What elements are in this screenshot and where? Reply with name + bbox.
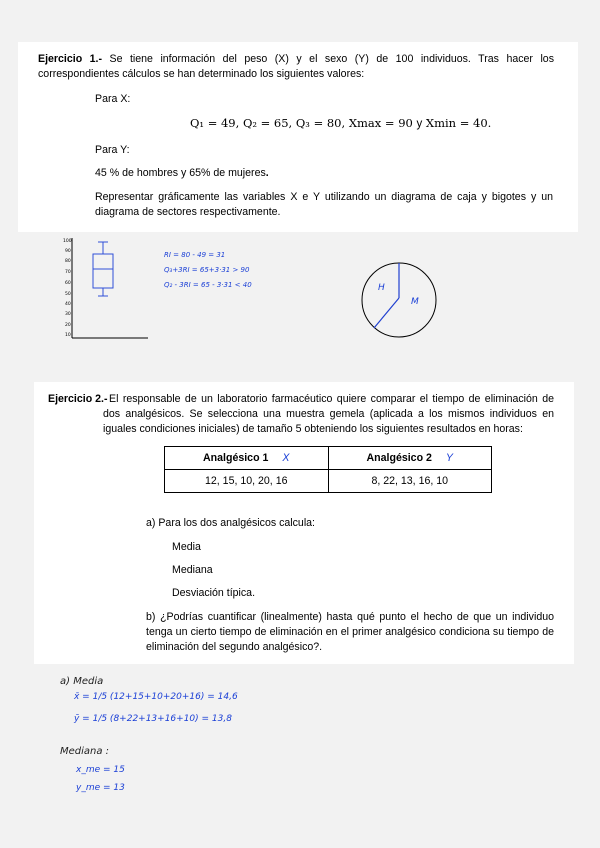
para-y-label: Para Y: [95, 144, 130, 156]
pie-divider-bottom [374, 298, 399, 328]
item-mediana: Mediana [172, 564, 213, 576]
notes-xbar: x̄ = 1/5 (12+15+10+20+16) = 14,6 [74, 692, 238, 702]
tick-70: 70 [65, 270, 71, 275]
tick-80: 80 [65, 259, 71, 264]
part-b: b) ¿Podrías cuantificar (linealmente) hasta qué punto el hecho de que un individuo tenga un cierto tiempo de eliminación en el primer analgésico condiciona su tiempo de eliminación del segundo analgésico?. [146, 611, 554, 653]
pie-sketch [358, 256, 440, 346]
tick-40: 40 [65, 302, 71, 307]
col1-mark: X [282, 452, 290, 464]
tick-10: 10 [65, 333, 71, 338]
pie-label-men: H [378, 283, 385, 293]
table-header-2: Analgésico 2 Y [328, 447, 492, 470]
pie-label-women: M [411, 297, 419, 307]
notes-media-title: a) Media [60, 676, 104, 687]
item-desviacion: Desviación típica. [172, 587, 256, 599]
table-header-1: Analgésico 1 X [165, 447, 329, 470]
part-a: a) Para los dos analgésicos calcula: [146, 517, 316, 529]
notes-yme: y_me = 13 [76, 783, 125, 793]
exercise-2-intro: El responsable de un laboratorio farmacéutico quiere comparar el tiempo de eliminación de dos analgésicos. Se selecciona una muestra gemela (aplicada a los mismos individuos en iguales condiciones iniciales) de tamaño 5 obteniendo los siguientes resultados en horas: [103, 393, 554, 435]
tick-60: 60 [65, 281, 71, 286]
exercise-1-task: Representar gráficamente las variables X e Y utilizando un diagrama de caja y bigotes y un diagrama de sectores respectivamente. [95, 191, 553, 218]
notes-mediana-title: Mediana : [60, 746, 110, 757]
exercise-1-intro: Ejercicio 1.- Se tiene información del peso (X) y el sexo (Y) de 100 individuos. Tras hacer los correspondientes cálculos se han determinado los siguientes valores: [38, 53, 554, 80]
tick-90: 90 [65, 249, 71, 254]
tick-50: 50 [65, 292, 71, 297]
tick-100: 100 [63, 239, 72, 244]
notes-ybar: ȳ = 1/5 (8+22+13+16+10) = 13,8 [74, 714, 232, 724]
item-media: Media [172, 541, 201, 553]
tick-30: 30 [65, 312, 71, 317]
analgesics-table [164, 446, 492, 493]
exercise-1-heading: Ejercicio 1.- [38, 53, 103, 65]
notes-xme: x_me = 15 [76, 765, 125, 775]
tick-20: 20 [65, 323, 71, 328]
box [93, 254, 113, 288]
upper-fence-note: Q₃+3RI = 65+3·31 > 90 [164, 266, 250, 274]
para-x-label: Para X: [95, 93, 131, 105]
quartiles-formula: Q₁ = 49, Q₂ = 65, Q₃ = 80, Xmax = 90 y Xmin = 40. [190, 116, 492, 130]
table-cell-2: 8, 22, 13, 16, 10 [328, 470, 492, 493]
boxplot-sketch [60, 234, 160, 344]
sex-percentages: 45 % de hombres y 65% de mujeres. [95, 167, 269, 179]
ric-note: RI = 80 - 49 = 31 [164, 251, 226, 259]
table-cell-1: 12, 15, 10, 20, 16 [165, 470, 329, 493]
exercise-2-heading: Ejercicio 2.- [48, 393, 108, 405]
col2-mark: Y [445, 452, 453, 464]
lower-fence-note: Q₂ - 3RI = 65 - 3·31 < 40 [164, 281, 252, 289]
